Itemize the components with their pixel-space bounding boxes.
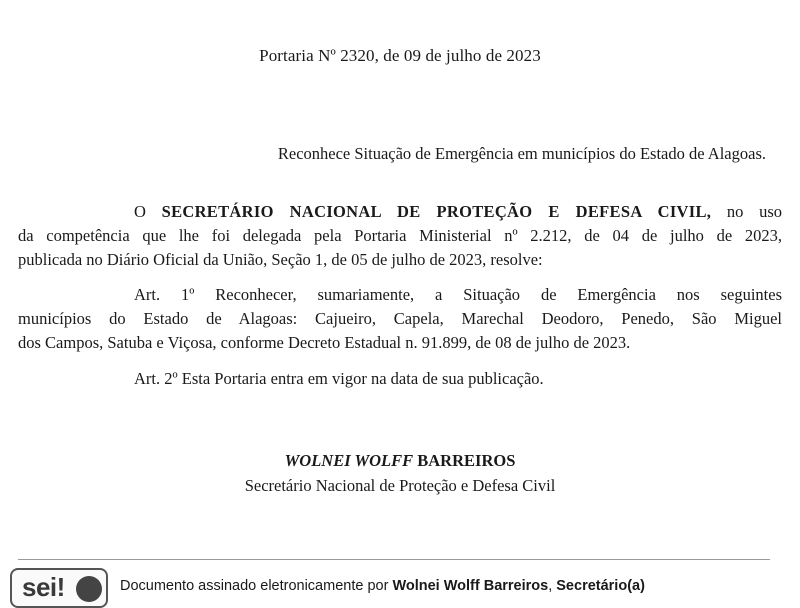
electronic-signature-note <box>120 578 645 594</box>
document-title: Portaria Nº 2320, de 09 de julho de 2023 <box>259 46 541 65</box>
sei-seal-mark-icon <box>76 576 102 602</box>
sei-seal-logo <box>10 568 108 608</box>
note-signer: Wolnei Wolff Barreiros <box>392 578 549 594</box>
preamble-paragraph <box>18 200 782 272</box>
preamble-line-3: publicada no Diário Oficial da União, Seção 1, de 05 de julho de 2023, resolve: <box>18 250 543 269</box>
article-2-paragraph <box>18 367 782 391</box>
preamble-lead: O <box>134 202 162 221</box>
note-prefix: Documento assinado eletronicamente por <box>120 578 393 594</box>
document-ementa: Reconhece Situação de Emergência em municípios do Estado de Alagoas. <box>277 144 766 163</box>
sei-seal-text: sei! <box>22 572 65 602</box>
article-1-line-2: municípios do Estado de Alagoas: Cajueiro, Capela, Marechal Deodoro, Penedo, São Miguel <box>18 309 782 328</box>
preamble-authority: SECRETÁRIO NACIONAL DE PROTEÇÃO E DEFESA CIVIL, <box>161 202 712 221</box>
signature-name <box>0 451 800 471</box>
signature-role: Secretário Nacional de Proteção e Defesa Civil <box>244 476 556 495</box>
preamble-line-1 <box>18 200 782 224</box>
preamble-line-1-tail: no uso <box>711 202 782 221</box>
signature-name-italic: WOLNEI WOLFF <box>284 451 414 470</box>
note-signer-role: Secretário(a) <box>556 578 645 594</box>
signature-name-bold: BARREIROS <box>413 451 516 470</box>
preamble-line-2: da competência que lhe foi delegada pela Portaria Ministerial nº 2.212, de 04 de julho de 2023, <box>18 226 782 245</box>
article-2-line: Art. 2º Esta Portaria entra em vigor na data de sua publicação. <box>134 369 544 388</box>
article-1-paragraph <box>18 283 782 355</box>
footer-divider <box>18 559 770 560</box>
article-1-line-3: dos Campos, Satuba e Viçosa, conforme Decreto Estadual n. 91.899, de 08 de julho de 2023. <box>18 333 631 352</box>
article-1-line-1: Art. 1º Reconhecer, sumariamente, a Situação de Emergência nos seguintes <box>134 285 782 304</box>
note-separator: , <box>548 578 557 594</box>
